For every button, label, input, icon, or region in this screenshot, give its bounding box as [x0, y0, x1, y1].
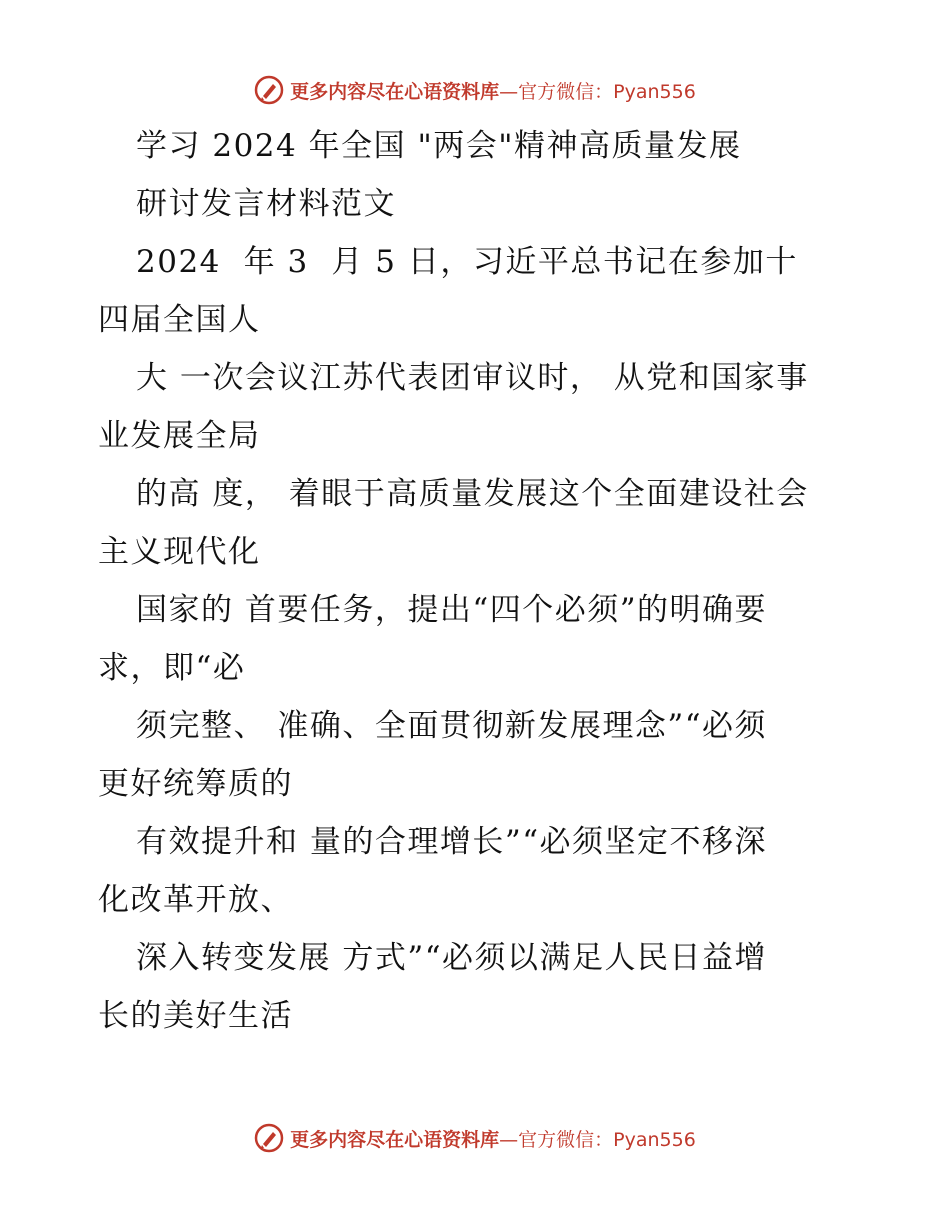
text-line-7: 的高 度， 着眼于高质量发展这个全面建设社会 [136, 476, 809, 512]
watermark-text [290, 77, 696, 104]
watermark-text [290, 1125, 696, 1152]
watermark-dash: — [499, 80, 519, 103]
text-line-10: 求，即“必 [98, 650, 246, 686]
text-line-8: 主义现代化 [98, 534, 261, 570]
watermark-dash: — [499, 1128, 519, 1151]
text-line-1: 学习 2024 年全国 "两会"精神高质量发展 [136, 128, 742, 164]
pen-logo-icon [254, 1123, 284, 1153]
pen-logo-icon [254, 75, 284, 105]
text-line-15: 深入转变发展 方式”“必须以满足人民日益增 [136, 940, 768, 976]
header-watermark [0, 70, 950, 110]
watermark-side: 官方微信：Pyan556 [518, 1128, 696, 1151]
watermark-main: 更多内容尽在心语资料库 [290, 80, 500, 103]
text-line-4: 四届全国人 [98, 302, 261, 338]
text-line-6: 业发展全局 [98, 418, 261, 454]
text-line-16: 长的美好生活 [98, 998, 293, 1034]
text-line-3: 2024 年 3 月 5 日，习近平总书记在参加十 [136, 244, 798, 280]
text-line-2: 研讨发言材料范文 [136, 186, 396, 222]
watermark-side: 官方微信：Pyan556 [518, 80, 696, 103]
text-line-14: 化改革开放、 [98, 882, 293, 918]
footer-watermark [0, 1118, 950, 1158]
text-line-9: 国家的 首要任务，提出“四个必须”的明确要 [136, 592, 768, 628]
text-line-5: 大 一次会议江苏代表团审议时， 从党和国家事 [136, 360, 809, 396]
watermark-main: 更多内容尽在心语资料库 [290, 1128, 500, 1151]
text-line-12: 更好统筹质的 [98, 766, 293, 802]
text-line-11: 须完整、 准确、全面贯彻新发展理念”“必须 [136, 708, 768, 744]
text-line-13: 有效提升和 量的合理增长”“必须坚定不移深 [136, 824, 768, 860]
